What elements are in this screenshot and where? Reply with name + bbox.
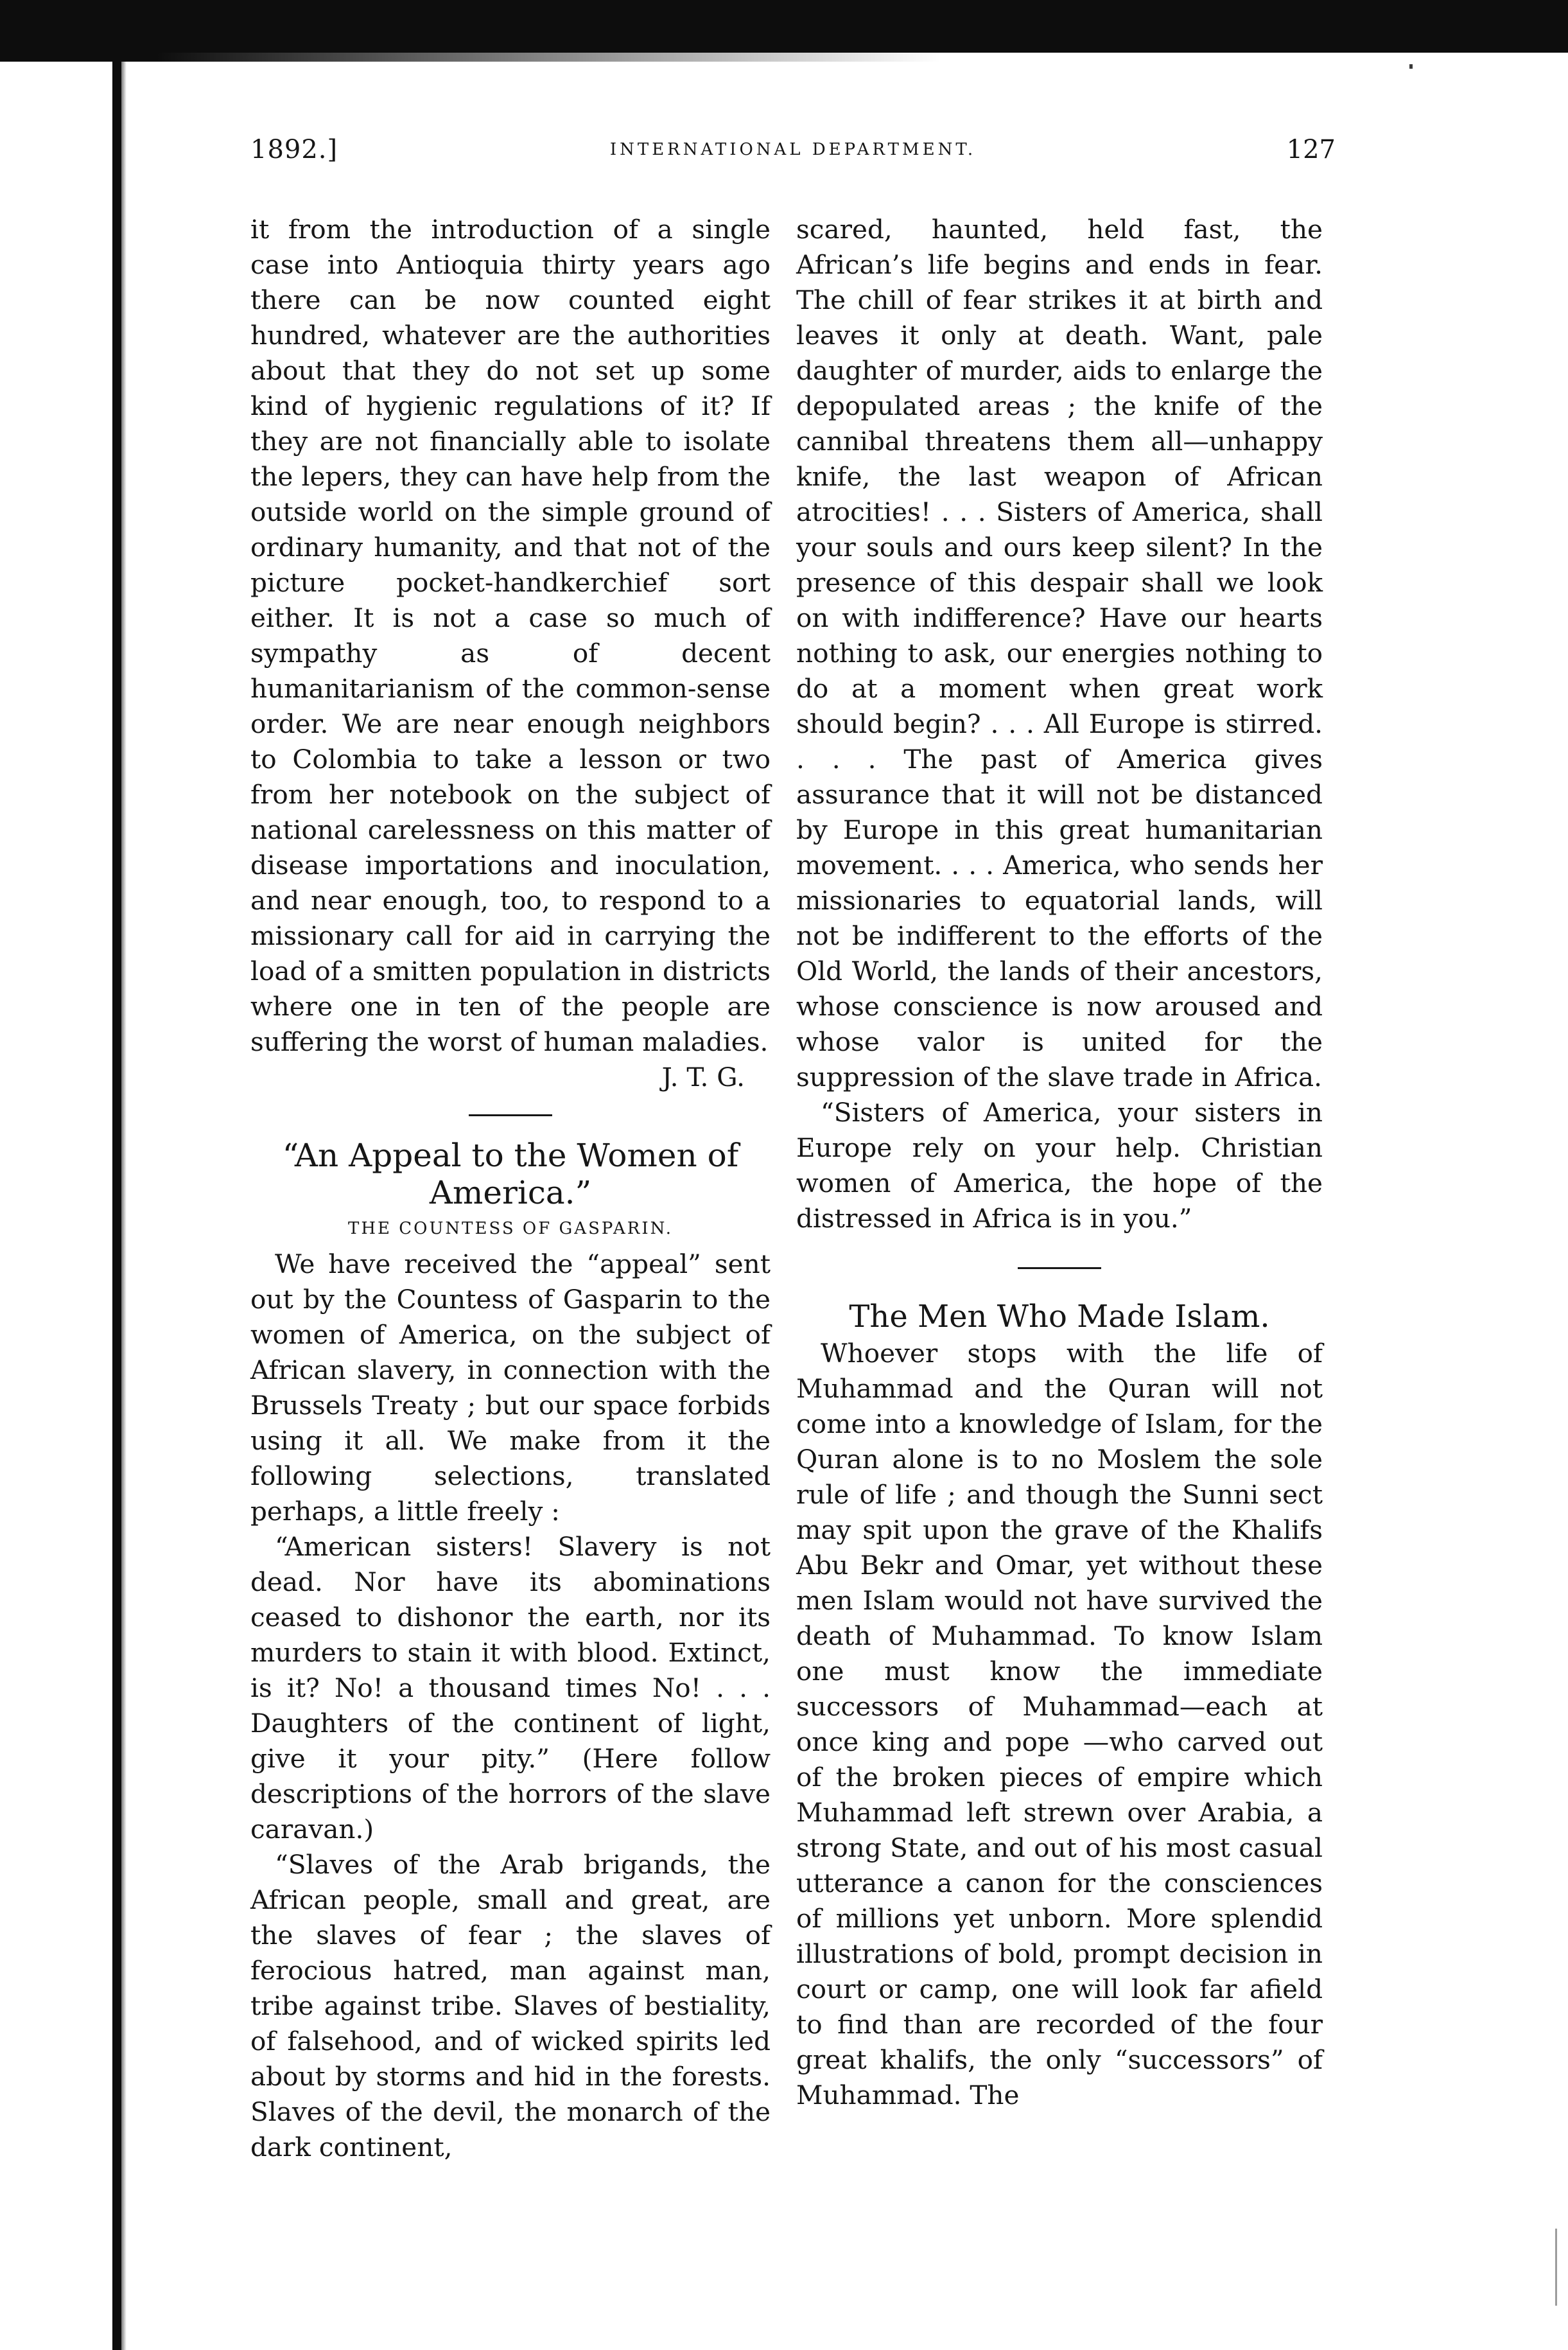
section-divider bbox=[469, 1114, 552, 1116]
section-divider bbox=[1018, 1267, 1101, 1269]
appeal-closing-paragraph: “Sisters of America, your sisters in Europe rely on your help. Christian women of America, the hope of the distressed in Africa is in you.” bbox=[796, 1097, 1323, 1234]
left-scan-border bbox=[112, 0, 121, 2350]
appeal-continuation: scared, haunted, held fast, the African’s life begins and ends in fear. The chill of fear strikes it at birth and leaves it only at death. Want, pale daughter of murder, aids to enlarge the depopulated areas ; the knife of the cannibal threatens them all—unhappy knife, the last weapon of African atrocities! . . . Sisters of America, shall your souls and ours keep silent? In the presence of this despair shall we look on with indifference? Have our hearts nothing to ask, our energies nothing to do at a moment when great work should begin? . . . All Europe is stirred. . . . The past of America gives assurance that it will not be distanced by Europe in this great humanitarian movement. . . . America, who sends her missionaries to equatorial lands, will not be indifferent to the efforts of the Old World, the lands of their ancestors, whose conscience is now aroused and whose valor is united for the suppression of the slave trade in Africa. bbox=[796, 214, 1323, 1092]
page-number: 127 bbox=[1286, 135, 1336, 164]
right-column bbox=[796, 212, 1323, 2113]
appeal-paragraph-1: We have received the “appeal” sent out by the Countess of Gasparin to the women of America, on the subject of African slavery, in connection with the Brussels Treaty ; but our space forbids using it all. We make from it the following selections, translated perhaps, a little freely : bbox=[250, 1249, 771, 1527]
author-signature: J. T. G. bbox=[661, 1062, 745, 1092]
article-title: “An Appeal to the Women of America.” bbox=[282, 1137, 739, 1211]
top-scan-border bbox=[0, 0, 1568, 53]
islam-paragraph: Whoever stops with the life of Muhammad and the Quran will not come into a knowledge of Islam, for the Quran alone is to no Moslem the sole rule of life ; and though the Sunni sect may spit upon the grave of the Khalifs Abu Bekr and Omar, yet without these men Islam would not have survived the death of Muhammad. To know Islam one must know the immediate successors of Muhammad—each at once king and pope —who carved out of the broken pieces of empire which Muhammad left strewn over Arabia, a strong State, and out of his most casual utterance a canon for the consciences of millions yet unborn. More splendid illustrations of bold, prompt decision in court or camp, one will look far afield to find than are recorded of the four great khalifs, the only “successors” of Muhammad. The bbox=[796, 1338, 1323, 2110]
appeal-paragraph-2: “American sisters! Slavery is not dead. Nor have its abominations ceased to dishonor the earth, nor its murders to stain it with blood. Extinct, is it? No! a thousand times No! . . . Daughters of the continent of light, give it your pity.” (Here follow descriptions of the horrors of the slave caravan.) bbox=[250, 1531, 771, 1845]
scan-speck bbox=[1409, 64, 1413, 69]
scan-speck bbox=[1555, 2229, 1557, 2306]
intro-paragraph: it from the introduction of a single case into Antioquia thirty years ago there can be now counted eight hundred, whatever are the authorities about that they do not set up some kind of hygienic regulations of it? If they are not financially able to isolate the lepers, they can have help from the outside world on the simple ground of ordinary humanity, and that not of the picture pocket-handkerchief sort either. It is not a case so much of sympathy as of decent humanitarianism of the common-sense order. We are near enough neighbors to Colombia to take a lesson or two from her notebook on the subject of national carelessness on this matter of disease importations and inoculation, and near enough, too, to respond to a missionary call for aid in carrying the load of a smitten population in districts where one in ten of the people are suffering the worst of human maladies. bbox=[250, 214, 771, 1057]
header-section-title: INTERNATIONAL DEPARTMENT. bbox=[609, 140, 977, 159]
top-scan-border-shadow bbox=[0, 53, 1568, 62]
running-header bbox=[250, 135, 1336, 180]
appeal-paragraph-3: “Slaves of the Arab brigands, the African people, small and great, are the slaves of fear ; the slaves of ferocious hatred, man against man, tribe against tribe. Slaves of bestiality, of falsehood, and of wicked spirits led about by storms and hid in the forests. Slaves of the devil, the monarch of the dark continent, bbox=[250, 1849, 771, 2162]
left-scan-border-shadow bbox=[121, 0, 126, 2350]
left-column bbox=[250, 212, 771, 2165]
article-byline: THE COUNTESS OF GASPARIN. bbox=[348, 1219, 673, 1238]
header-year: 1892.] bbox=[250, 135, 338, 164]
section-title: The Men Who Made Islam. bbox=[849, 1299, 1270, 1335]
